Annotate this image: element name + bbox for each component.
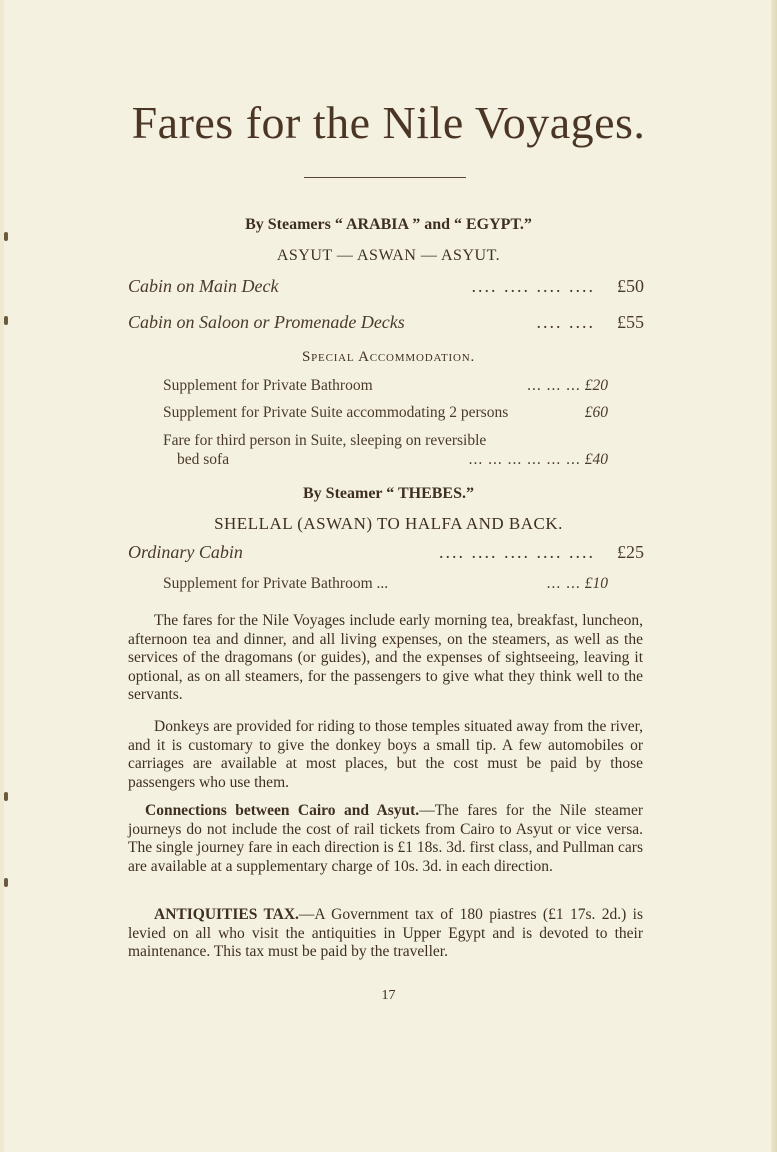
page-right-edge: [771, 0, 777, 1152]
section2-heading: By Steamer “ THEBES.”: [303, 485, 474, 502]
leader-dots: ... ...: [546, 575, 581, 592]
paragraph-text: Donkeys are provided for riding to those temples situated away from the river, and it is customary to give the donkey boys a small tip. A few automobiles or carriages are available at most places, but the cost must be paid by those passengers who use them.: [128, 718, 643, 791]
supplement-label: Supplement for Private Suite accommodating 2 persons: [163, 404, 509, 421]
page-left-edge: [0, 0, 4, 1152]
fare-label: Cabin on Saloon or Promenade Decks: [128, 312, 405, 332]
fare-label: Cabin on Main Deck: [128, 276, 279, 296]
fare-row: [128, 276, 644, 300]
fare-price: £55: [617, 312, 644, 332]
paragraph-inclusions: [128, 612, 643, 705]
supplement-label: Supplement for Private Bathroom ...: [163, 575, 389, 592]
margin-mark: [4, 792, 8, 801]
paragraph-connections: [128, 802, 643, 876]
third-person-line2: [163, 450, 608, 469]
supplement-row: [163, 377, 608, 395]
fare-label: Ordinary Cabin: [128, 542, 243, 562]
page-number: 17: [381, 988, 396, 1003]
section1-route: ASYUT — ASWAN — ASYUT.: [276, 247, 501, 264]
section1-heading: By Steamers “ ARABIA ” and “ EGYPT.”: [245, 216, 532, 233]
third-person-label: bed sofa: [177, 451, 230, 468]
supplement-price: £60: [584, 404, 608, 421]
supplement-row: [163, 575, 608, 593]
third-person-price: £40: [584, 451, 608, 468]
fare-row: [128, 312, 644, 336]
paragraph-lead: Connections between Cairo and Asyut.: [145, 802, 420, 819]
third-person-line1: Fare for third person in Suite, sleeping on reversible: [163, 432, 487, 449]
supplement-row: [163, 404, 608, 422]
special-accommodation-heading: Special Accommodation.: [301, 349, 475, 365]
paragraph-antiquities-tax: [128, 906, 643, 962]
leader-dots: ... ... ...: [527, 377, 581, 394]
margin-mark: [4, 316, 8, 325]
page-title: Fares for the Nile Voyages.: [131, 97, 646, 148]
title-divider: [304, 177, 466, 178]
third-person-fare: [163, 431, 608, 469]
fare-price: £25: [617, 542, 644, 562]
fare-price: £50: [617, 276, 644, 296]
paragraph-lead: ANTIQUITIES TAX.: [154, 906, 299, 923]
supplement-price: £10: [584, 575, 608, 592]
supplement-price: £20: [584, 377, 608, 394]
leader-dots: .... ....: [536, 312, 595, 332]
fare-row: [128, 542, 644, 566]
supplement-label: Supplement for Private Bathroom: [163, 377, 373, 394]
margin-mark: [4, 878, 8, 887]
leader-dots: .... .... .... ....: [471, 276, 595, 296]
leader-dots: .... .... .... .... ....: [439, 542, 595, 562]
section2-route: SHELLAL (ASWAN) TO HALFA AND BACK.: [214, 514, 563, 533]
paragraph-text: —The fares for the Nile steamer journeys do not include the cost of rail tickets from Cairo to Asyut or vice versa. The single journey fare in each direction is £1 18s. 3d. first class, and Pullman cars are available at a supplementary charge of 10s. 3d. in each direction.: [128, 802, 643, 875]
paragraph-text: The fares for the Nile Voyages include early morning tea, breakfast, luncheon, afternoon tea and dinner, and all living expenses, on the steamers, as well as the services of the dragomans (or guides), and the expenses of sightseeing, leaving it optional, as on all steamers, for the passengers to give what they think well to the servants.: [128, 612, 643, 704]
paragraph-donkeys: [128, 718, 643, 792]
paragraph-text: —A Government tax of 180 piastres (£1 17s. 2d.) is levied on all who visit the antiquities in Upper Egypt and is devoted to their maintenance. This tax must be paid by the traveller.: [128, 906, 643, 961]
leader-dots: ... ... ... ... ... ...: [468, 451, 581, 468]
